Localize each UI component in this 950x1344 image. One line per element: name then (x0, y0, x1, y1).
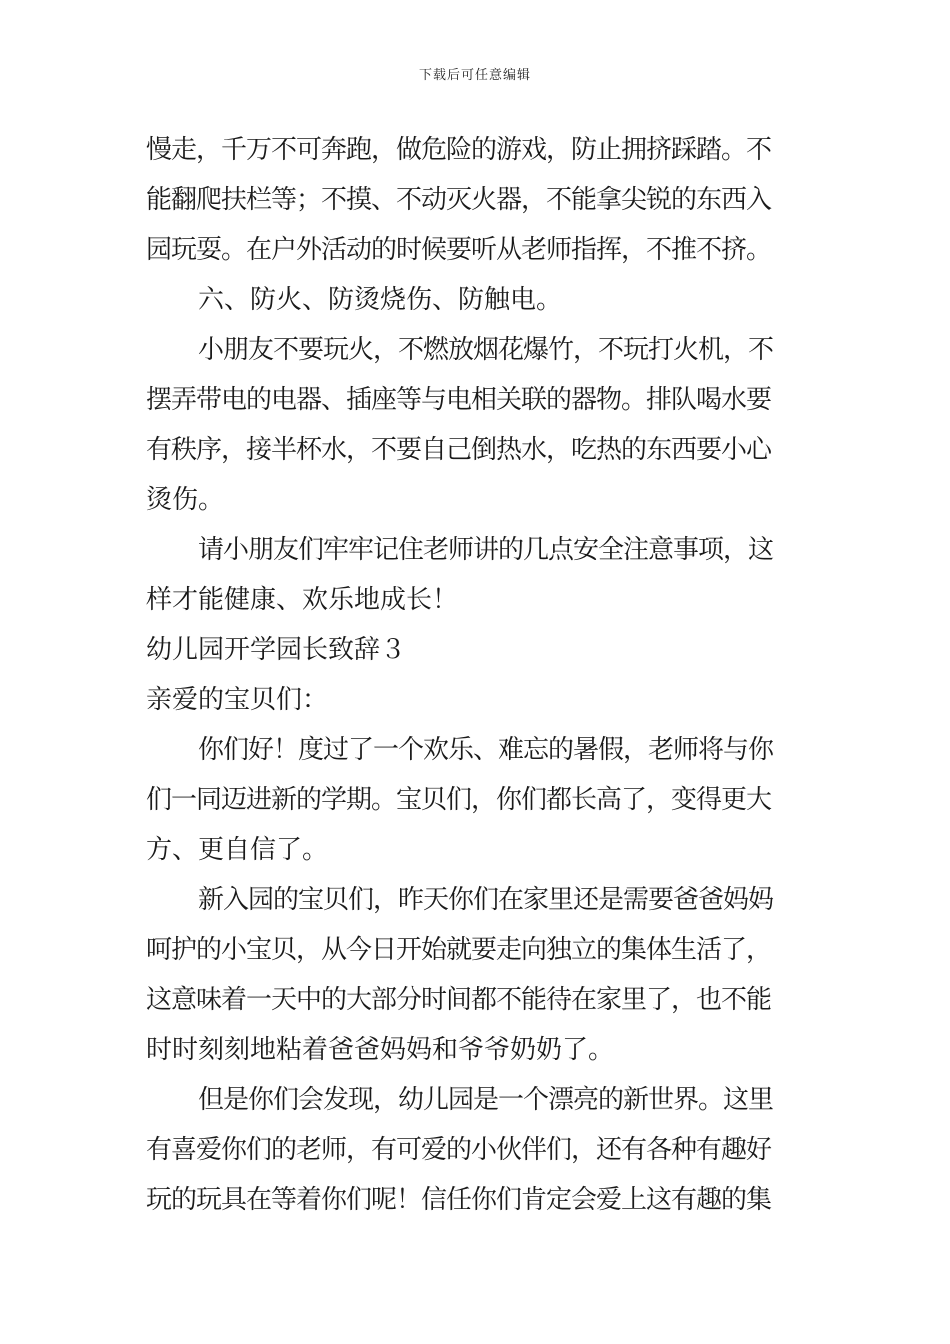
paragraph-line: 请小朋友们牢牢记住老师讲的几点安全注意事项，这 (198, 535, 774, 565)
paragraph-line: 摆弄带电的电器、插座等与电相关联的器物。排队喝水要 (146, 385, 772, 415)
paragraph-line: 呵护的小宝贝，从今日开始就要走向独立的集体生活了， (146, 935, 772, 965)
document-title: 幼儿园开学园长致辞３ (146, 635, 407, 665)
paragraph-line: 新入园的宝贝们，昨天你们在家里还是需要爸爸妈妈 (198, 885, 774, 915)
paragraph-line: 但是你们会发现，幼儿园是一个漂亮的新世界。这里 (198, 1085, 774, 1115)
paragraph-line: 慢走，千万不可奔跑，做危险的游戏，防止拥挤踩踏。不 (146, 135, 772, 165)
paragraph-line: 小朋友不要玩火，不燃放烟花爆竹，不玩打火机，不 (198, 335, 774, 365)
paragraph-line: 你们好！度过了一个欢乐、难忘的暑假，老师将与你 (198, 735, 774, 765)
paragraph-line: 样才能健康、欢乐地成长！ (146, 585, 459, 615)
paragraph-line: 能翻爬扶栏等；不摸、不动灭火器，不能拿尖锐的东西入 (146, 185, 772, 215)
paragraph-line: 有喜爱你们的老师，有可爱的小伙伴们，还有各种有趣好 (146, 1135, 772, 1165)
paragraph-line: 方、更自信了。 (146, 835, 329, 865)
paragraph-line: 这意味着一天中的大部分时间都不能待在家里了，也不能 (146, 985, 772, 1015)
paragraph-line: 有秩序，接半杯水，不要自己倒热水，吃热的东西要小心 (146, 435, 772, 465)
section-heading: 六、防火、防烫烧伤、防触电。 (198, 285, 563, 315)
paragraph-line: 时时刻刻地粘着爸爸妈妈和爷爷奶奶了。 (146, 1035, 615, 1065)
paragraph-line: 玩的玩具在等着你们呢！信任你们肯定会爱上这有趣的集 (146, 1185, 772, 1215)
paragraph-line: 们一同迈进新的学期。宝贝们，你们都长高了，变得更大 (146, 785, 772, 815)
paragraph-line: 园玩耍。在户外活动的时候要听从老师指挥，不推不挤。 (146, 235, 772, 265)
page-header: 下载后可任意编辑 (418, 68, 531, 83)
document-body (146, 125, 810, 1225)
salutation: 亲爱的宝贝们： (146, 685, 329, 715)
paragraph-line: 烫伤。 (146, 485, 225, 515)
